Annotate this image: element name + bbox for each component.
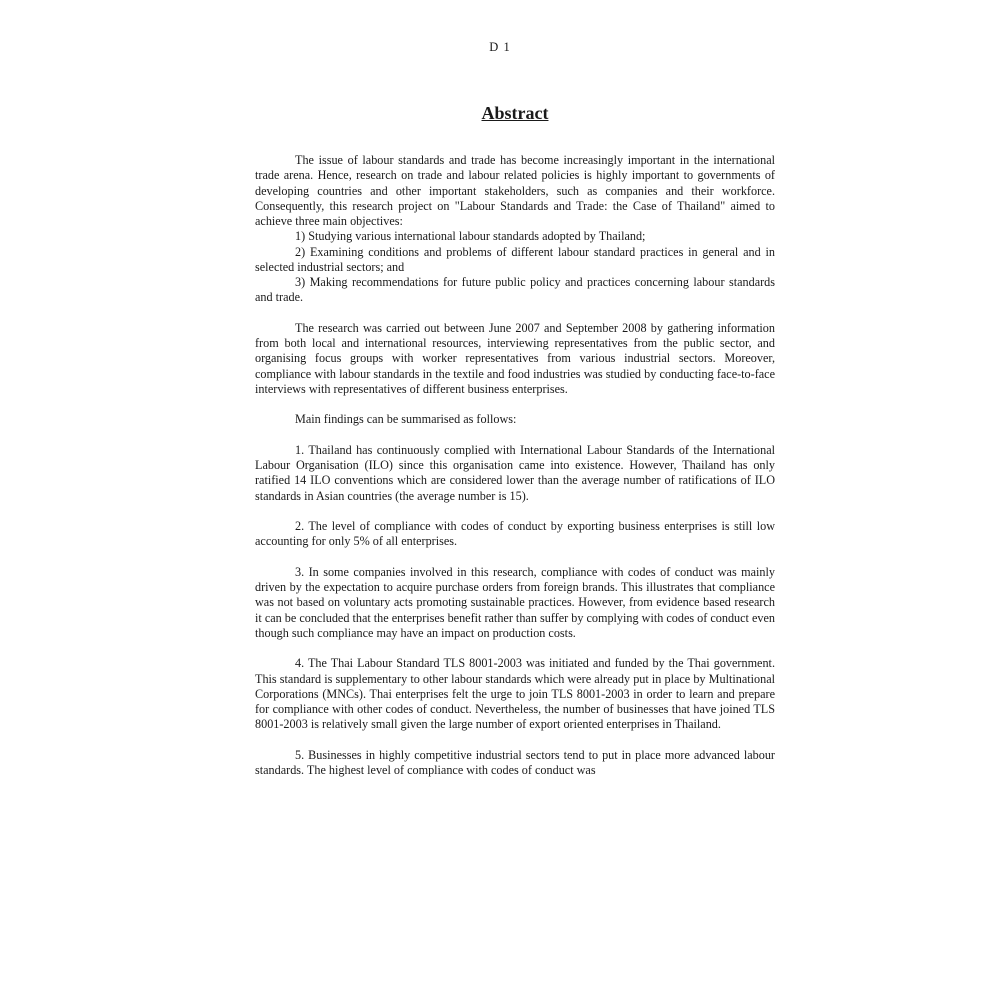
finding-3: 3. In some companies involved in this research, compliance with codes of conduct was mainly driven by the expectation to acquire purchase orders from foreign brands. This illustrates that compliance was not based on voluntary acts promoting sustainable practices. However, from evidence based research it can be concluded that the enterprises benefit rather than suffer by complying with codes of conduct even though such compliance may have an impact on production costs. — [255, 564, 775, 640]
abstract-body — [255, 153, 775, 778]
objective-2: 2) Examining conditions and problems of different labour standard practices in general and in selected industrial sectors; and — [255, 244, 775, 274]
page-number: D 1 — [489, 40, 511, 54]
methodology-paragraph: The research was carried out between June 2007 and September 2008 by gathering information from both local and international resources, interviewing representatives from the public sector, and organising focus groups with worker representatives from various industrial sectors. Moreover, compliance with labour standards in the textile and food industries was studied by conducting face-to-face interviews with representatives of different business enterprises. — [255, 320, 775, 396]
intro-paragraph: The issue of labour standards and trade has become increasingly important in the international trade arena. Hence, research on trade and labour related policies is highly important to governments of developing countries and other important stakeholders, such as companies and their workforce. Consequently, this research project on "Labour Standards and Trade: the Case of Thailand" aimed to achieve three main objectives: — [255, 153, 775, 228]
objective-1: 1) Studying various international labour standards adopted by Thailand; — [295, 229, 646, 244]
abstract-title: Abstract — [481, 103, 549, 123]
finding-4: 4. The Thai Labour Standard TLS 8001-2003 was initiated and funded by the Thai government. This standard is supplementary to other labour standards which were already put in place by Multinational Corporations (MNCs). Thai enterprises felt the urge to join TLS 8001-2003 in order to learn and prepare for compliance with other codes of conduct. Nevertheless, the number of businesses that have joined TLS 8001-2003 is relatively small given the large number of export oriented enterprises in Thailand. — [255, 656, 775, 732]
finding-2: 2. The level of compliance with codes of conduct by exporting business enterprises is still low accounting for only 5% of all enterprises. — [255, 519, 775, 549]
finding-1: 1. Thailand has continuously complied with International Labour Standards of the International Labour Organisation (ILO) since this organisation came into existence. However, Thailand has only ratified 14 ILO conventions which are considered lower than the average number of ratifications of ILO standards in Asian countries (the average number is 15). — [255, 442, 775, 503]
objective-3: 3) Making recommendations for future public policy and practices concerning labour standards and trade. — [255, 275, 775, 305]
finding-5: 5. Businesses in highly competitive industrial sectors tend to put in place more advanced labour standards. The highest level of compliance with codes of conduct was — [255, 747, 775, 777]
findings-intro: Main findings can be summarised as follows: — [295, 412, 517, 427]
